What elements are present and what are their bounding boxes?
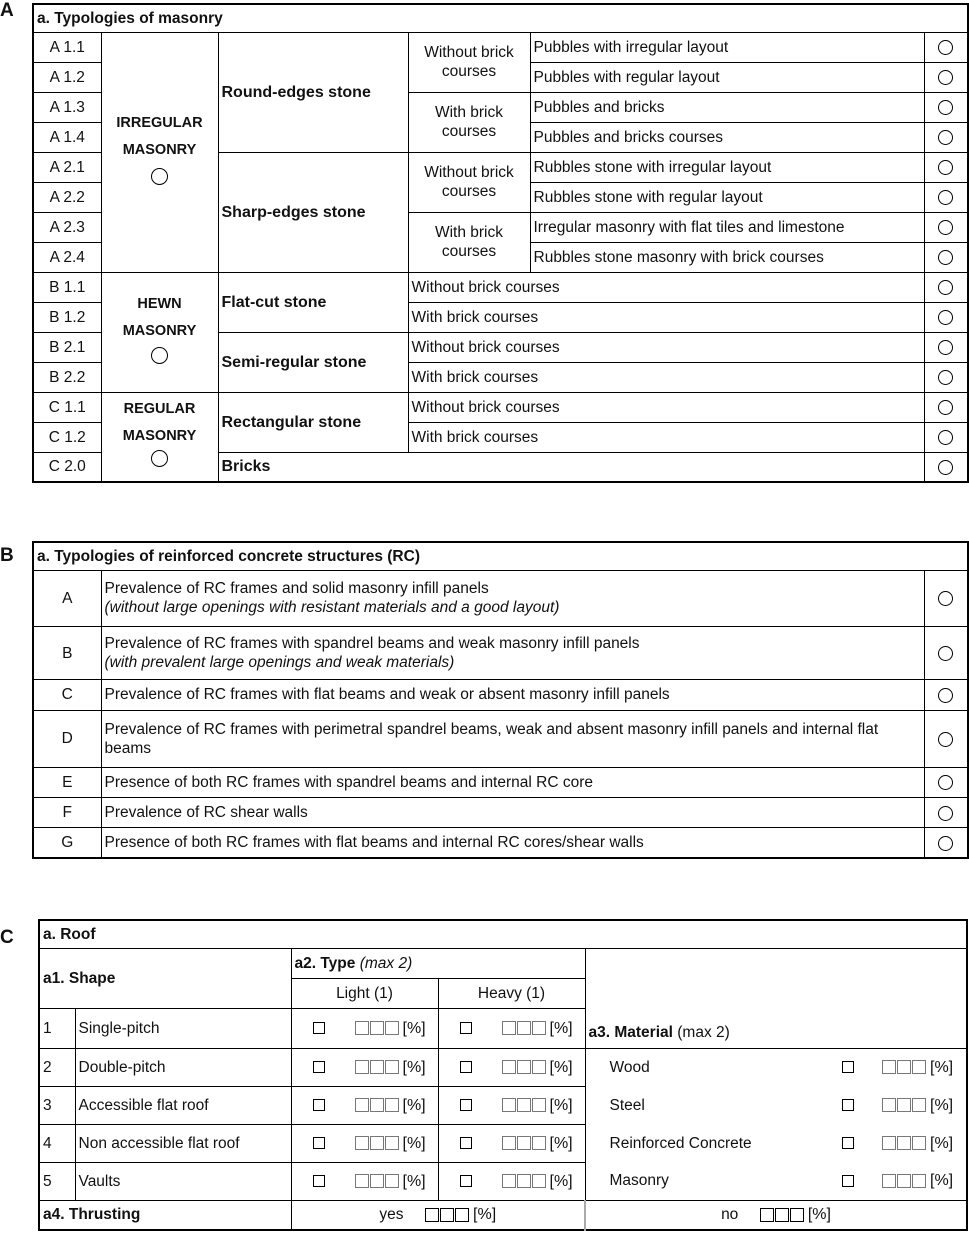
radio-rc-d[interactable]	[938, 732, 953, 747]
checkbox-light-accessible-flat[interactable]	[313, 1099, 325, 1111]
percent-input[interactable]	[882, 1172, 927, 1189]
category-label-line1: REGULAR	[123, 401, 196, 418]
material-header	[585, 948, 967, 1048]
row-code: A	[33, 570, 101, 626]
table-title: a. Roof	[39, 920, 967, 948]
light-field	[291, 1162, 438, 1200]
percent-input[interactable]	[425, 1206, 470, 1223]
percent-label: [%]	[549, 1019, 573, 1037]
percent-label: [%]	[402, 1172, 426, 1190]
row-code: A 1.2	[33, 62, 101, 92]
row-code: D	[33, 710, 101, 767]
courses-line2: courses	[441, 183, 497, 200]
masonry-typology-table	[32, 3, 969, 483]
category-radio-irregular[interactable]	[151, 168, 168, 185]
row-description: Rubbles stone with irregular layout	[530, 152, 924, 182]
shape-number: 1	[39, 1008, 75, 1048]
thrusting-no-field	[585, 1200, 967, 1230]
category-hewn-masonry	[101, 272, 218, 392]
shape-name: Vaults	[75, 1162, 291, 1200]
category-label-line1: IRREGULAR	[116, 114, 203, 131]
row-code: C 2.0	[33, 452, 101, 482]
percent-label: [%]	[402, 1058, 426, 1076]
heavy-field	[438, 1162, 585, 1200]
row-description: Rubbles stone with regular layout	[530, 182, 924, 212]
radio-a-2-3[interactable]	[938, 220, 953, 235]
material-name: Steel	[585, 1086, 825, 1124]
percent-input[interactable]	[760, 1206, 805, 1223]
row-code: B 2.2	[33, 362, 101, 392]
row-description: Irregular masonry with flat tiles and limestone	[530, 212, 924, 242]
table-row	[33, 767, 968, 797]
row-description	[101, 570, 924, 626]
subcategory-sharp-edges: Sharp-edges stone	[218, 152, 408, 272]
percent-input[interactable]	[502, 1172, 547, 1189]
radio-a-1-1[interactable]	[938, 40, 953, 55]
section-letter-a: A	[0, 0, 14, 21]
checkbox-heavy-vaults[interactable]	[460, 1175, 472, 1187]
light-header: Light (1)	[291, 978, 438, 1008]
percent-label: [%]	[930, 1134, 954, 1152]
table-title: a. Typologies of reinforced concrete structures (RC)	[33, 542, 968, 570]
material-note: (max 2)	[677, 1023, 730, 1041]
row-code: A 1.1	[33, 32, 101, 62]
radio-a-2-2[interactable]	[938, 190, 953, 205]
subcategory-bricks: Bricks	[218, 452, 924, 482]
material-field	[825, 1048, 967, 1086]
radio-rc-e[interactable]	[938, 775, 953, 790]
radio-b-2-1[interactable]	[938, 340, 953, 355]
courses-line1: With brick	[434, 224, 504, 241]
table-row	[33, 392, 968, 422]
subcategory-flat-cut: Flat-cut stone	[218, 272, 408, 332]
thrusting-label: a4. Thrusting	[39, 1200, 291, 1230]
table-row	[33, 710, 968, 767]
row-description: Pubbles with regular layout	[530, 62, 924, 92]
row-description: Presence of both RC frames with flat beams and internal RC cores/shear walls	[101, 828, 924, 858]
row-code: A 1.4	[33, 122, 101, 152]
row-code: A 2.1	[33, 152, 101, 182]
percent-input[interactable]	[502, 1019, 547, 1036]
checkbox-material-wood[interactable]	[842, 1061, 854, 1073]
percent-input[interactable]	[882, 1059, 927, 1076]
table-row	[39, 1124, 967, 1162]
row-code: C 1.1	[33, 392, 101, 422]
checkbox-light-non-accessible-flat[interactable]	[313, 1137, 325, 1149]
row-description: Prevalence of RC frames with flat beams and weak or absent masonry infill panels	[101, 680, 924, 710]
radio-a-2-1[interactable]	[938, 160, 953, 175]
category-label-line2: MASONRY	[122, 141, 197, 158]
material-field	[825, 1162, 967, 1200]
radio-a-2-4[interactable]	[938, 250, 953, 265]
row-note: (with prevalent large openings and weak materials)	[104, 654, 455, 672]
shape-number: 4	[39, 1124, 75, 1162]
shape-name: Non accessible flat roof	[75, 1124, 291, 1162]
category-radio-regular[interactable]	[151, 450, 168, 467]
material-field	[825, 1124, 967, 1162]
radio-rc-a[interactable]	[938, 591, 953, 606]
percent-label: [%]	[930, 1058, 954, 1076]
courses-line1: Without brick	[424, 164, 514, 181]
percent-input[interactable]	[502, 1134, 547, 1151]
table-title: a. Typologies of masonry	[33, 4, 968, 32]
table-row	[33, 627, 968, 680]
courses-with-brick	[408, 92, 530, 152]
light-field	[291, 1124, 438, 1162]
checkbox-material-reinforced-concrete[interactable]	[842, 1137, 854, 1149]
percent-input[interactable]	[355, 1019, 400, 1036]
shape-number: 3	[39, 1086, 75, 1124]
checkbox-heavy-accessible-flat[interactable]	[460, 1099, 472, 1111]
no-label: no	[721, 1206, 739, 1224]
percent-label: [%]	[402, 1019, 426, 1037]
radio-c-1-2[interactable]	[938, 430, 953, 445]
checkbox-material-masonry[interactable]	[842, 1175, 854, 1187]
material-label: a3. Material	[588, 1023, 673, 1041]
row-code: A 2.3	[33, 212, 101, 242]
radio-b-2-2[interactable]	[938, 370, 953, 385]
courses-with-brick	[408, 212, 530, 272]
subcategory-rectangular: Rectangular stone	[218, 392, 408, 452]
percent-label: [%]	[549, 1172, 573, 1190]
type-header	[291, 948, 585, 978]
row-code: B	[33, 627, 101, 680]
row-description: Without brick courses	[408, 272, 924, 302]
row-description: Prevalence of RC shear walls	[101, 798, 924, 828]
row-code: B 2.1	[33, 332, 101, 362]
row-code: A 1.3	[33, 92, 101, 122]
courses-without-brick	[408, 152, 530, 212]
material-field	[825, 1086, 967, 1124]
row-code: A 2.2	[33, 182, 101, 212]
row-description: With brick courses	[408, 302, 924, 332]
percent-label: [%]	[549, 1058, 573, 1076]
category-irregular-masonry	[101, 32, 218, 272]
shape-name: Double-pitch	[75, 1048, 291, 1086]
radio-rc-g[interactable]	[938, 836, 953, 851]
radio-a-1-4[interactable]	[938, 130, 953, 145]
checkbox-light-vaults[interactable]	[313, 1175, 325, 1187]
row-description: Pubbles and bricks courses	[530, 122, 924, 152]
roof-table	[38, 919, 968, 1231]
percent-input[interactable]	[355, 1058, 400, 1075]
row-code: B 1.1	[33, 272, 101, 302]
row-description: Presence of both RC frames with spandrel beams and internal RC core	[101, 767, 924, 797]
table-row	[39, 1048, 967, 1086]
shape-name: Single-pitch	[75, 1008, 291, 1048]
row-description: Pubbles and bricks	[530, 92, 924, 122]
percent-input[interactable]	[355, 1172, 400, 1189]
light-field	[291, 1086, 438, 1124]
radio-c-1-1[interactable]	[938, 400, 953, 415]
checkbox-heavy-non-accessible-flat[interactable]	[460, 1137, 472, 1149]
category-label-line2: MASONRY	[122, 428, 197, 445]
row-note: (without large openings with resistant materials and a good layout)	[104, 599, 560, 617]
percent-input[interactable]	[502, 1058, 547, 1075]
type-note: (max 2)	[359, 954, 413, 972]
yes-label: yes	[379, 1206, 404, 1224]
rc-typology-table	[32, 541, 969, 859]
subcategory-semi-regular: Semi-regular stone	[218, 332, 408, 392]
courses-line2: courses	[441, 123, 497, 140]
shape-number: 2	[39, 1048, 75, 1086]
light-field	[291, 1008, 438, 1048]
checkbox-heavy-double-pitch[interactable]	[460, 1061, 472, 1073]
table-row	[33, 272, 968, 302]
radio-rc-f[interactable]	[938, 806, 953, 821]
section-letter-c: C	[0, 927, 14, 948]
checkbox-heavy-single-pitch[interactable]	[460, 1022, 472, 1034]
light-field	[291, 1048, 438, 1086]
category-label-line2: MASONRY	[122, 322, 197, 339]
percent-input[interactable]	[355, 1134, 400, 1151]
percent-label: [%]	[402, 1096, 426, 1114]
courses-line2: courses	[441, 243, 497, 260]
percent-label: [%]	[930, 1096, 954, 1114]
row-description: Prevalence of RC frames with perimetral spandrel beams, weak and absent masonry infill panels and internal flat beams	[101, 710, 924, 767]
percent-label: [%]	[549, 1134, 573, 1152]
heavy-field	[438, 1048, 585, 1086]
shape-name: Accessible flat roof	[75, 1086, 291, 1124]
row-text: Prevalence of RC frames with spandrel beams and weak masonry infill panels	[104, 635, 640, 653]
heavy-header: Heavy (1)	[438, 978, 585, 1008]
row-code: G	[33, 828, 101, 858]
subcategory-round-edges: Round-edges stone	[218, 32, 408, 152]
section-letter-b: B	[0, 545, 14, 566]
radio-c-2-0[interactable]	[938, 460, 953, 475]
table-row	[39, 1162, 967, 1200]
row-description: Without brick courses	[408, 392, 924, 422]
courses-without-brick	[408, 32, 530, 92]
table-row	[33, 570, 968, 626]
row-description: Pubbles with irregular layout	[530, 32, 924, 62]
row-code: C	[33, 680, 101, 710]
radio-b-1-2[interactable]	[938, 310, 953, 325]
percent-input[interactable]	[355, 1096, 400, 1113]
row-description: Without brick courses	[408, 332, 924, 362]
row-code: F	[33, 798, 101, 828]
table-row	[33, 828, 968, 858]
type-label: a2. Type	[294, 954, 356, 972]
row-description	[101, 627, 924, 680]
category-radio-hewn[interactable]	[151, 347, 168, 364]
radio-b-1-1[interactable]	[938, 280, 953, 295]
table-row	[33, 32, 968, 62]
radio-rc-b[interactable]	[938, 646, 953, 661]
percent-label: [%]	[930, 1172, 954, 1190]
material-name: Wood	[585, 1048, 825, 1086]
shape-header: a1. Shape	[39, 948, 291, 1008]
material-name: Reinforced Concrete	[585, 1124, 825, 1162]
table-row	[33, 798, 968, 828]
row-code: C 1.2	[33, 422, 101, 452]
courses-line2: courses	[441, 63, 497, 80]
checkbox-light-double-pitch[interactable]	[313, 1061, 325, 1073]
thrusting-yes-field	[291, 1200, 585, 1230]
row-code: A 2.4	[33, 242, 101, 272]
radio-a-1-3[interactable]	[938, 100, 953, 115]
percent-label: [%]	[807, 1206, 831, 1224]
row-description: Rubbles stone masonry with brick courses	[530, 242, 924, 272]
percent-label: [%]	[402, 1134, 426, 1152]
row-description: With brick courses	[408, 422, 924, 452]
heavy-field	[438, 1008, 585, 1048]
table-row	[33, 680, 968, 710]
checkbox-light-single-pitch[interactable]	[313, 1022, 325, 1034]
row-description: With brick courses	[408, 362, 924, 392]
radio-rc-c[interactable]	[938, 688, 953, 703]
row-text: Prevalence of RC frames and solid masonry infill panels	[104, 580, 489, 598]
row-code: E	[33, 767, 101, 797]
heavy-field	[438, 1124, 585, 1162]
percent-input[interactable]	[502, 1096, 547, 1113]
courses-line1: Without brick	[424, 44, 514, 61]
percent-input[interactable]	[882, 1134, 927, 1151]
material-name: Masonry	[585, 1162, 825, 1200]
heavy-field	[438, 1086, 585, 1124]
courses-line1: With brick	[434, 104, 504, 121]
row-code: B 1.2	[33, 302, 101, 332]
category-label-line1: HEWN	[137, 295, 182, 312]
checkbox-material-steel[interactable]	[842, 1099, 854, 1111]
percent-input[interactable]	[882, 1096, 927, 1113]
shape-number: 5	[39, 1162, 75, 1200]
percent-label: [%]	[473, 1206, 497, 1224]
table-row	[39, 1086, 967, 1124]
percent-label: [%]	[549, 1096, 573, 1114]
radio-a-1-2[interactable]	[938, 70, 953, 85]
category-regular-masonry	[101, 392, 218, 482]
